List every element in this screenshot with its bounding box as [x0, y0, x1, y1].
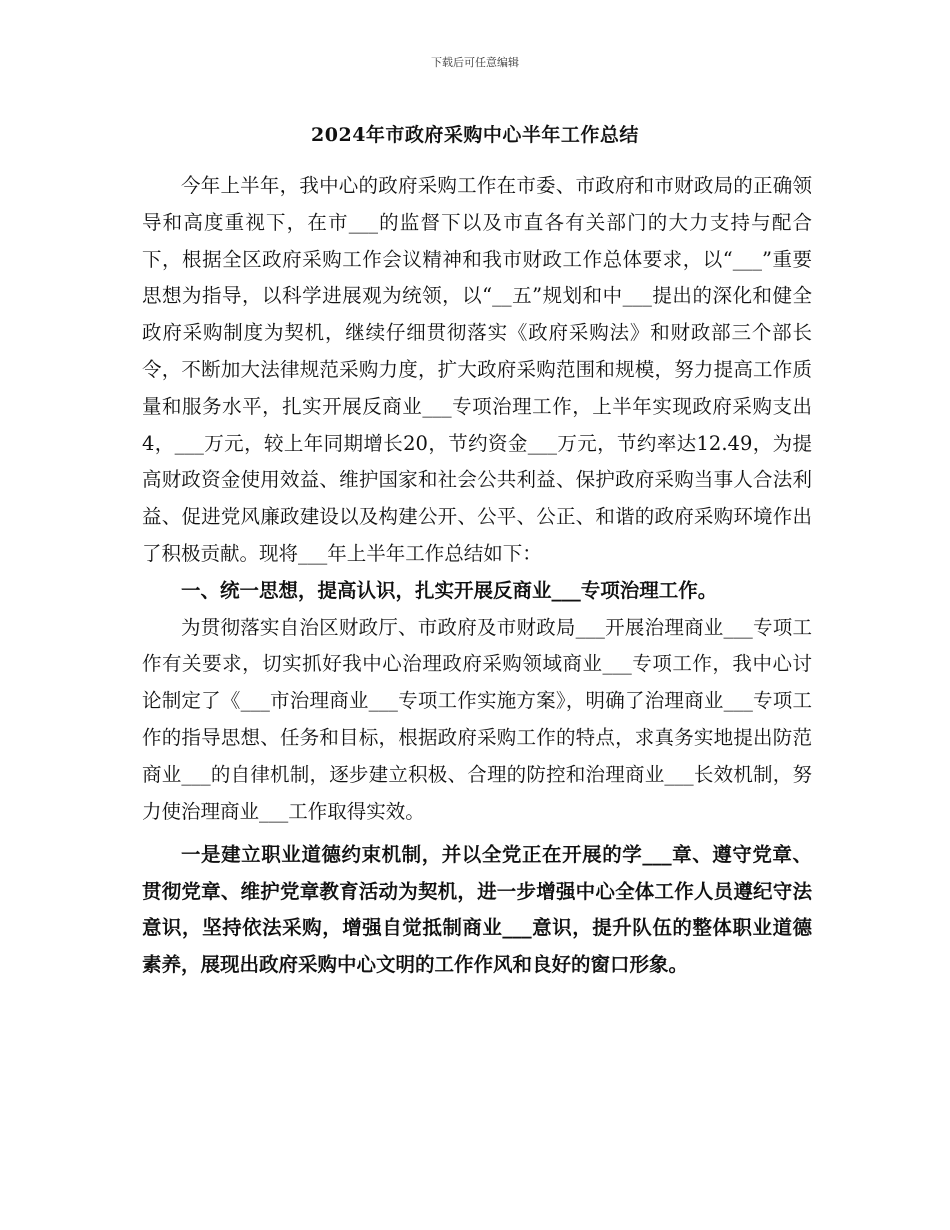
- section-heading-1: 一、统一思想，提高认识，扎实开展反商业___专项治理工作。: [181, 578, 718, 602]
- intro-paragraph: 今年上半年，我中心的政府采购工作在市委、市政府和市财政局的正确领导和高度重视下，在市___的监督下以及市直各有关部门的大力支持与配合下，根据全区政府采购工作会议精神和我市财政工作总体要求，以“___”重要思想为指导，以科学进展观为统领，以“__五”规划和中___提出的深化和健全政府采购制度为契机，继续仔细贯彻落实《政府采购法》和财政部三个部长令，不断加大法律规范采购力度，扩大政府采购范围和规模，努力提高工作质量和服务水平，扎实开展反商业___专项治理工作，上半年实现政府采购支出4，___万元，较上年同期增长20，节约资金___万元，节约率达12.49，为提高财政资金使用效益、维护国家和社会公共利益、保护政府采购当事人合法利益、促进党风廉政建设以及构建公开、公平、公正、和谐的政府采购环境作出了积极贡献。现将___年上半年工作总结如下：: [142, 174, 812, 565]
- point-one-paragraph: 一是建立职业道德约束机制，并以全党正在开展的学___章、遵守党章、贯彻党章、维护党章教育活动为契机，进一步增强中心全体工作人员遵纪守法意识，坚持依法采购，增强自觉抵制商业___意识，提升队伍的整体职业道德素养，展现出政府采购中心文明的工作作风和良好的窗口形象。: [142, 843, 812, 976]
- section-1-paragraph: 为贯彻落实自治区财政厅、市政府及市财政局___开展治理商业___专项工作有关要求，切实抓好我中心治理政府采购领域商业___专项工作，我中心讨论制定了《___市治理商业___专项工作实施方案》，明确了治理商业___专项工作的指导思想、任务和目标，根据政府采购工作的特点，求真务实地提出防范商业___的自律机制，逐步建立积极、合理的防控和治理商业___长效机制，努力使治理商业___工作取得实效。: [142, 615, 812, 823]
- download-note: 下载后可任意编辑: [431, 56, 519, 69]
- document-body: [142, 168, 812, 983]
- page-title: 2024年市政府采购中心半年工作总结: [311, 124, 639, 146]
